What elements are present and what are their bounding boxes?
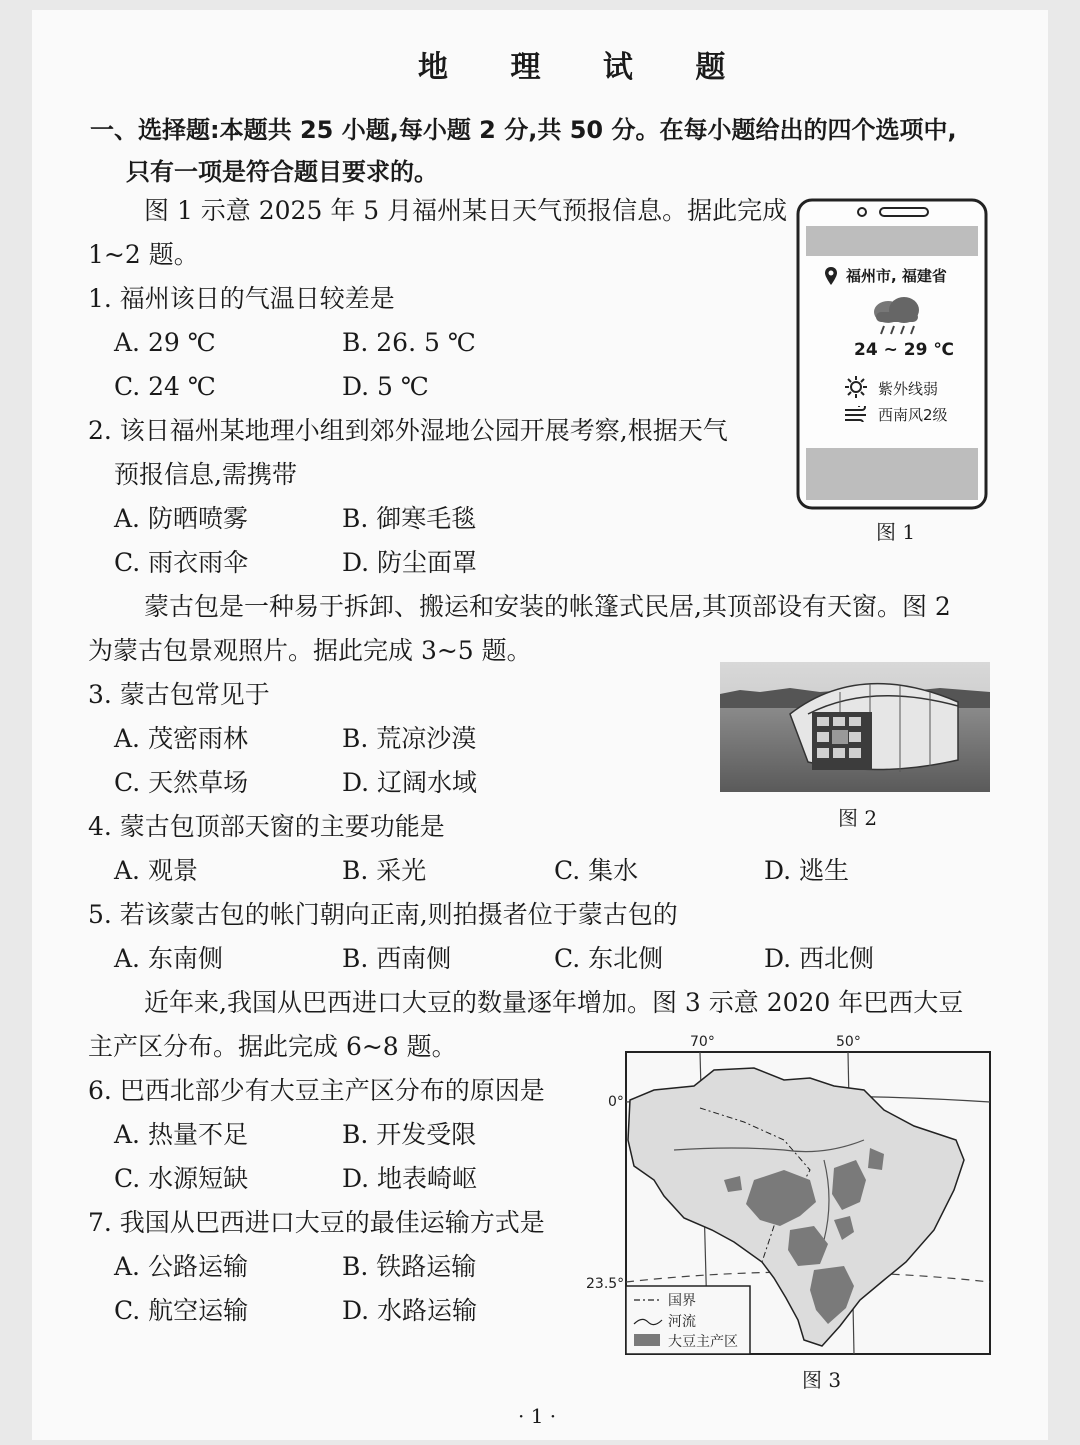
- q7-option-c: C. 航空运输: [114, 1296, 249, 1325]
- q2-option-b: B. 御寒毛毯: [342, 504, 477, 533]
- q7-option-d: D. 水路运输: [342, 1296, 478, 1325]
- q6-option-b: B. 开发受限: [342, 1120, 477, 1149]
- figure-2-caption: 图 2: [838, 806, 878, 830]
- q2-option-a: A. 防晒喷雾: [114, 504, 248, 533]
- question-4-stem: 4. 蒙古包顶部天窗的主要功能是: [88, 812, 445, 841]
- question-2-stem: 2. 该日福州某地理小组到郊外湿地公园开展考察,根据天气: [88, 416, 728, 445]
- q3-option-a: A. 茂密雨林: [114, 724, 248, 753]
- q4-option-c: C. 集水: [554, 856, 639, 885]
- section-header-cont: 只有一项是符合题目要求的。: [126, 158, 438, 186]
- intro-paragraph-2: 蒙古包是一种易于拆卸、搬运和安装的帐篷式民居,其顶部设有天窗。图 2: [144, 592, 951, 621]
- q3-option-c: C. 天然草场: [114, 768, 249, 797]
- q4-option-b: B. 采光: [342, 856, 427, 885]
- question-1-stem: 1. 福州该日的气温日较差是: [88, 284, 395, 313]
- q6-option-c: C. 水源短缺: [114, 1164, 249, 1193]
- legend-border-label: 国界: [668, 1293, 696, 1309]
- question-3-stem: 3. 蒙古包常见于: [88, 680, 270, 709]
- q5-option-a: A. 东南侧: [114, 944, 223, 973]
- weather-uv: 紫外线弱: [878, 380, 939, 398]
- question-5-stem: 5. 若该蒙古包的帐门朝向正南,则拍摄者位于蒙古包的: [88, 900, 678, 929]
- q7-option-b: B. 铁路运输: [342, 1252, 477, 1281]
- q4-option-a: A. 观景: [114, 856, 198, 885]
- question-2-stem-cont: 预报信息,需携带: [114, 460, 297, 489]
- sun-icon: [845, 376, 867, 402]
- section-header: 一、选择题:本题共 25 小题,每小题 2 分,共 50 分。在每小题给出的四个选项中,: [90, 116, 957, 144]
- q1-option-d: D. 5 ℃: [342, 372, 429, 401]
- figure-1-caption: 图 1: [876, 520, 916, 544]
- q5-option-c: C. 东北侧: [554, 944, 664, 973]
- intro-paragraph-3: 近年来,我国从巴西进口大豆的数量逐年增加。图 3 示意 2020 年巴西大豆: [144, 988, 964, 1017]
- q6-option-a: A. 热量不足: [114, 1120, 248, 1149]
- map-lat-235-label: 23.5°: [586, 1276, 625, 1292]
- legend-soy-label: 大豆主产区: [668, 1334, 738, 1350]
- legend-river-label: 河流: [668, 1314, 696, 1330]
- figure-3-caption: 图 3: [802, 1368, 842, 1392]
- wind-icon: [844, 406, 870, 426]
- q3-option-d: D. 辽阔水域: [342, 768, 478, 797]
- weather-wind: 西南风2级: [878, 406, 948, 424]
- intro-paragraph-2-cont: 为蒙古包景观照片。据此完成 3~5 题。: [88, 636, 532, 665]
- map-lat-0-label: 0°: [608, 1094, 624, 1110]
- question-7-stem: 7. 我国从巴西进口大豆的最佳运输方式是: [88, 1208, 545, 1237]
- q6-option-d: D. 地表崎岖: [342, 1164, 478, 1193]
- q1-option-b: B. 26. 5 ℃: [342, 328, 476, 357]
- q1-option-c: C. 24 ℃: [114, 372, 216, 401]
- location-pin-icon: [824, 266, 838, 290]
- q2-option-d: D. 防尘面罩: [342, 548, 478, 577]
- intro-paragraph-1: 图 1 示意 2025 年 5 月福州某日天气预报信息。据此完成: [144, 196, 788, 225]
- weather-temperature: 24 ~ 29 ℃: [854, 340, 954, 360]
- map-lon-50-label: 50°: [836, 1034, 861, 1050]
- q5-option-d: D. 西北侧: [764, 944, 875, 973]
- figure-3-brazil-map: [584, 1030, 996, 1362]
- intro-paragraph-1-cont: 1~2 题。: [88, 240, 199, 269]
- cloud-rain-icon: [866, 294, 926, 340]
- q4-option-d: D. 逃生: [764, 856, 850, 885]
- q7-option-a: A. 公路运输: [114, 1252, 248, 1281]
- q5-option-b: B. 西南侧: [342, 944, 452, 973]
- q3-option-b: B. 荒凉沙漠: [342, 724, 477, 753]
- map-lon-70-label: 70°: [690, 1034, 715, 1050]
- page-number: · 1 ·: [518, 1404, 557, 1428]
- page-title: 地 理 试 题: [418, 50, 752, 85]
- weather-location: 福州市, 福建省: [846, 267, 947, 285]
- intro-paragraph-3-cont: 主产区分布。据此完成 6~8 题。: [88, 1032, 457, 1061]
- q1-option-a: A. 29 ℃: [114, 328, 216, 357]
- figure-2-yurt-photo: [720, 662, 990, 796]
- q2-option-c: C. 雨衣雨伞: [114, 548, 249, 577]
- question-6-stem: 6. 巴西北部少有大豆主产区分布的原因是: [88, 1076, 545, 1105]
